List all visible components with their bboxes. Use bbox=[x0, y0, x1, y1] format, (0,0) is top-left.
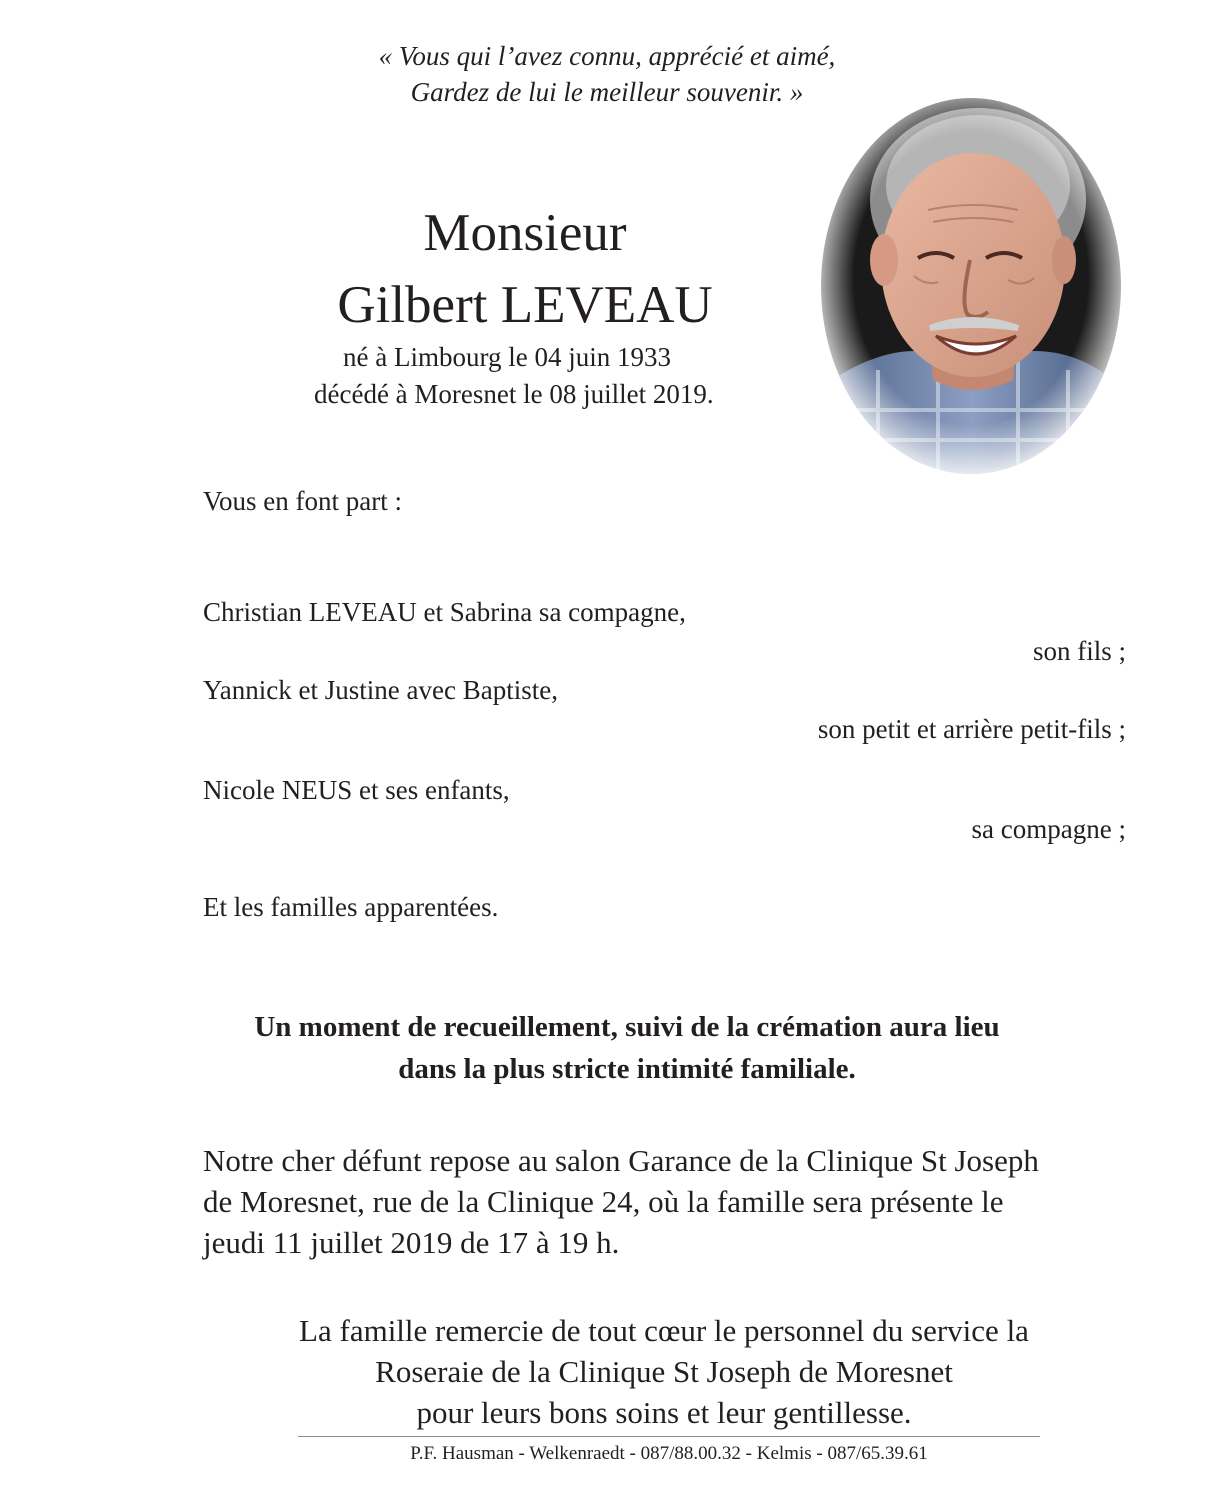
epigraph-line-1: « Vous qui l’avez connu, apprécié et aimé, bbox=[378, 41, 836, 71]
family-name-1: Christian LEVEAU et Sabrina sa compagne, bbox=[203, 597, 686, 627]
footer-divider bbox=[298, 1436, 1040, 1437]
family-relation-2: son petit et arrière petit-fils ; bbox=[817, 714, 1126, 744]
ceremony-announcement bbox=[200, 1006, 1054, 1090]
family-relation-1: son fils ; bbox=[1032, 636, 1126, 666]
funeral-home-footer: P.F. Hausman - Welkenraedt - 087/88.00.32 - Kelmis - 087/65.39.61 bbox=[410, 1443, 928, 1464]
announcement-line-2: dans la plus stricte intimité familiale. bbox=[398, 1053, 856, 1085]
honorific: Monsieur bbox=[423, 204, 627, 262]
thanks-line-3: pour leurs bons soins et leur gentillesse. bbox=[416, 1395, 912, 1430]
portrait-photo bbox=[818, 90, 1124, 476]
epigraph-line-2: Gardez de lui le meilleur souvenir. » bbox=[410, 77, 804, 107]
family-name-2: Yannick et Justine avec Baptiste, bbox=[203, 675, 558, 705]
repose-paragraph bbox=[203, 1140, 1039, 1263]
intro-line: Vous en font part : bbox=[203, 486, 402, 516]
repose-line-2: de Moresnet, rue de la Clinique 24, où la famille sera présente le bbox=[203, 1184, 1004, 1219]
birth-line: né à Limbourg le 04 juin 1933 bbox=[343, 342, 671, 372]
thanks-line-2: Roseraie de la Clinique St Joseph de Moresnet bbox=[375, 1354, 953, 1389]
family-relation-3: sa compagne ; bbox=[971, 814, 1126, 844]
death-line: décédé à Moresnet le 08 juillet 2019. bbox=[314, 379, 714, 409]
families-line: Et les familles apparentées. bbox=[203, 892, 499, 922]
repose-line-1: Notre cher défunt repose au salon Garance de la Clinique St Joseph bbox=[203, 1143, 1039, 1178]
deceased-name: Gilbert LEVEAU bbox=[337, 276, 713, 334]
thanks-paragraph bbox=[214, 1310, 1114, 1433]
repose-line-3: jeudi 11 juillet 2019 de 17 à 19 h. bbox=[203, 1225, 620, 1260]
thanks-line-1: La famille remercie de tout cœur le personnel du service la bbox=[299, 1313, 1029, 1348]
family-name-3: Nicole NEUS et ses enfants, bbox=[203, 775, 510, 805]
announcement-line-1: Un moment de recueillement, suivi de la crémation aura lieu bbox=[254, 1011, 1000, 1043]
